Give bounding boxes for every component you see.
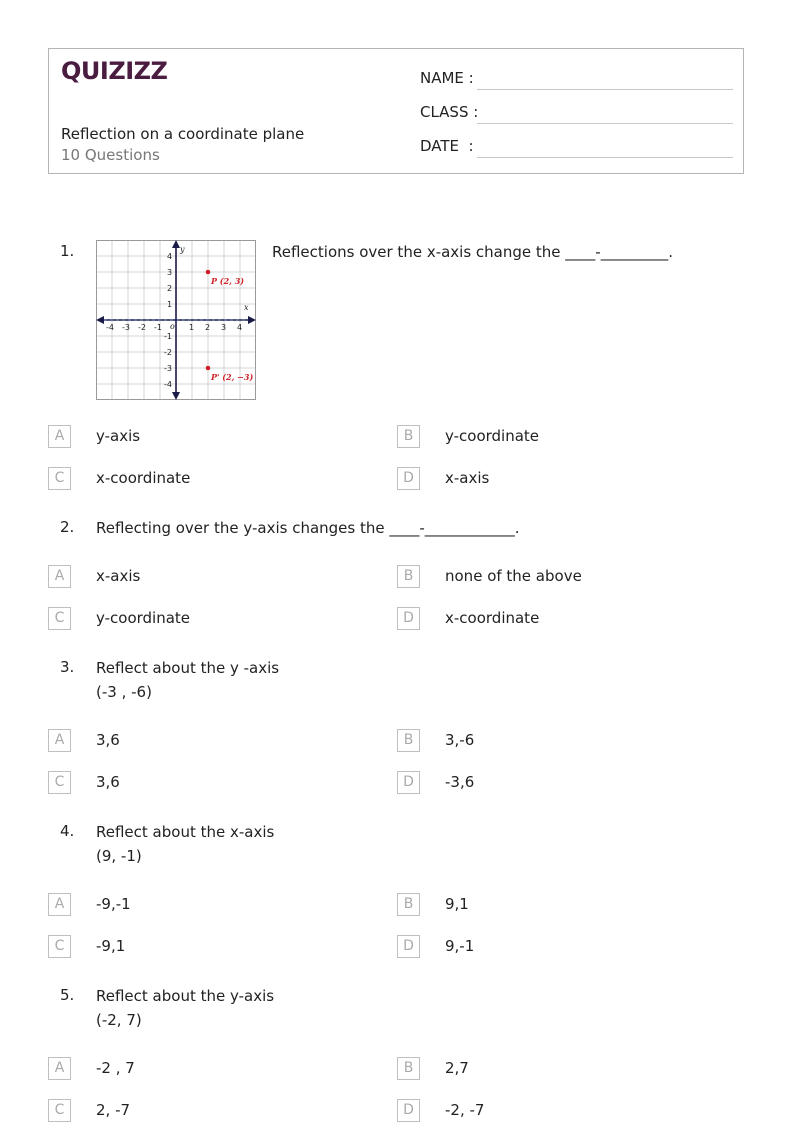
q4-option-a-box[interactable]: A [48,893,71,916]
q1-option-b-box[interactable]: B [397,425,420,448]
q2-option-c-box[interactable]: C [48,607,71,630]
q4-option-b-text: 9,1 [445,895,469,913]
q2-option-c-text: y-coordinate [96,609,191,627]
x-tick-label: -4 [106,323,114,332]
x-tick-label: -2 [138,323,146,332]
x-tick-label: -3 [122,323,130,332]
q1-option-a-box[interactable]: A [48,425,71,448]
q5-option-a-box[interactable]: A [48,1057,71,1080]
question-1-text: Reflections over the x-axis change the ____-_________. [272,243,673,261]
question-4-text-line-1: Reflect about the x-axis [96,823,275,841]
x-tick-label: 4 [237,323,243,332]
date-line [477,157,733,158]
q3-option-c-text: 3,6 [96,773,120,791]
class-line [477,123,733,124]
q2-option-a-text: x-axis [96,567,141,585]
y-axis-top-arrow [172,240,180,248]
q4-option-d-text: 9,-1 [445,937,475,955]
q5-option-c-box[interactable]: C [48,1099,71,1122]
y-tick-label: 3 [167,268,173,277]
name-line [477,89,733,90]
q1-option-c-box[interactable]: C [48,467,71,490]
q3-option-b-box[interactable]: B [397,729,420,752]
y-tick-label: -4 [164,380,172,389]
q3-option-d-box[interactable]: D [397,771,420,794]
class-label: CLASS : [420,103,479,121]
q3-option-d-text: -3,6 [445,773,475,791]
worksheet-header [48,48,744,174]
x-tick-label: 2 [205,323,211,332]
point-p-label: P (2, 3) [211,276,245,286]
x-tick-label: -1 [154,323,162,332]
x-tick-label: 3 [221,323,227,332]
question-count: 10 Questions [61,146,160,164]
q2-option-b-box[interactable]: B [397,565,420,588]
q4-option-c-box[interactable]: C [48,935,71,958]
q1-option-d-box[interactable]: D [397,467,420,490]
q4-option-d-box[interactable]: D [397,935,420,958]
y-tick-label: 2 [167,284,173,293]
q5-option-d-text: -2, -7 [445,1101,485,1119]
q3-option-c-box[interactable]: C [48,771,71,794]
y-tick-label: -1 [164,332,172,341]
q1-option-c-text: x-coordinate [96,469,191,487]
y-axis-label: y [180,245,185,254]
question-4-text-line-2: (9, -1) [96,847,142,865]
x-axis-left-arrow [96,316,104,324]
y-tick-label: 1 [167,300,173,309]
x-tick-label: 1 [189,323,195,332]
origin-label: o [170,322,175,331]
y-tick-label: -3 [164,364,172,373]
name-label: NAME : [420,69,474,87]
question-3-text-line-2: (-3 , -6) [96,683,152,701]
question-2-number: 2. [60,518,75,536]
date-label: DATE : [420,137,474,155]
q2-option-d-box[interactable]: D [397,607,420,630]
q5-option-d-box[interactable]: D [397,1099,420,1122]
point-p-prime [206,366,211,371]
question-2-text: Reflecting over the y-axis changes the ____-____________. [96,519,520,537]
question-1-number: 1. [60,242,75,260]
x-axis-label: x [244,303,249,312]
question-5-text-line-2: (-2, 7) [96,1011,142,1029]
q1-option-a-text: y-axis [96,427,141,445]
q4-option-c-text: -9,1 [96,937,126,955]
q3-option-b-text: 3,-6 [445,731,475,749]
q1-option-b-text: y-coordinate [445,427,540,445]
q4-option-b-box[interactable]: B [397,893,420,916]
question-3-number: 3. [60,658,75,676]
question-5-text-line-1: Reflect about the y-axis [96,987,275,1005]
coordinate-plane-graph [96,240,256,400]
point-p-prime-label: P' (2, −3) [211,372,254,382]
q5-option-c-text: 2, -7 [96,1101,131,1119]
worksheet-title: Reflection on a coordinate plane [61,125,305,143]
q2-option-d-text: x-coordinate [445,609,540,627]
q5-option-b-box[interactable]: B [397,1057,420,1080]
quizizz-logo: QUIZIZZ [61,57,168,85]
y-tick-label: 4 [167,252,173,261]
q2-option-a-box[interactable]: A [48,565,71,588]
q3-option-a-box[interactable]: A [48,729,71,752]
y-tick-label: -2 [164,348,172,357]
point-p [206,270,211,275]
question-3-text-line-1: Reflect about the y -axis [96,659,280,677]
y-axis-bottom-arrow [172,392,180,400]
q5-option-a-text: -2 , 7 [96,1059,135,1077]
q3-option-a-text: 3,6 [96,731,120,749]
question-4-number: 4. [60,822,75,840]
q1-option-d-text: x-axis [445,469,490,487]
x-axis-right-arrow [248,316,256,324]
q5-option-b-text: 2,7 [445,1059,469,1077]
q4-option-a-text: -9,-1 [96,895,131,913]
question-5-number: 5. [60,986,75,1004]
q2-option-b-text: none of the above [445,567,582,585]
